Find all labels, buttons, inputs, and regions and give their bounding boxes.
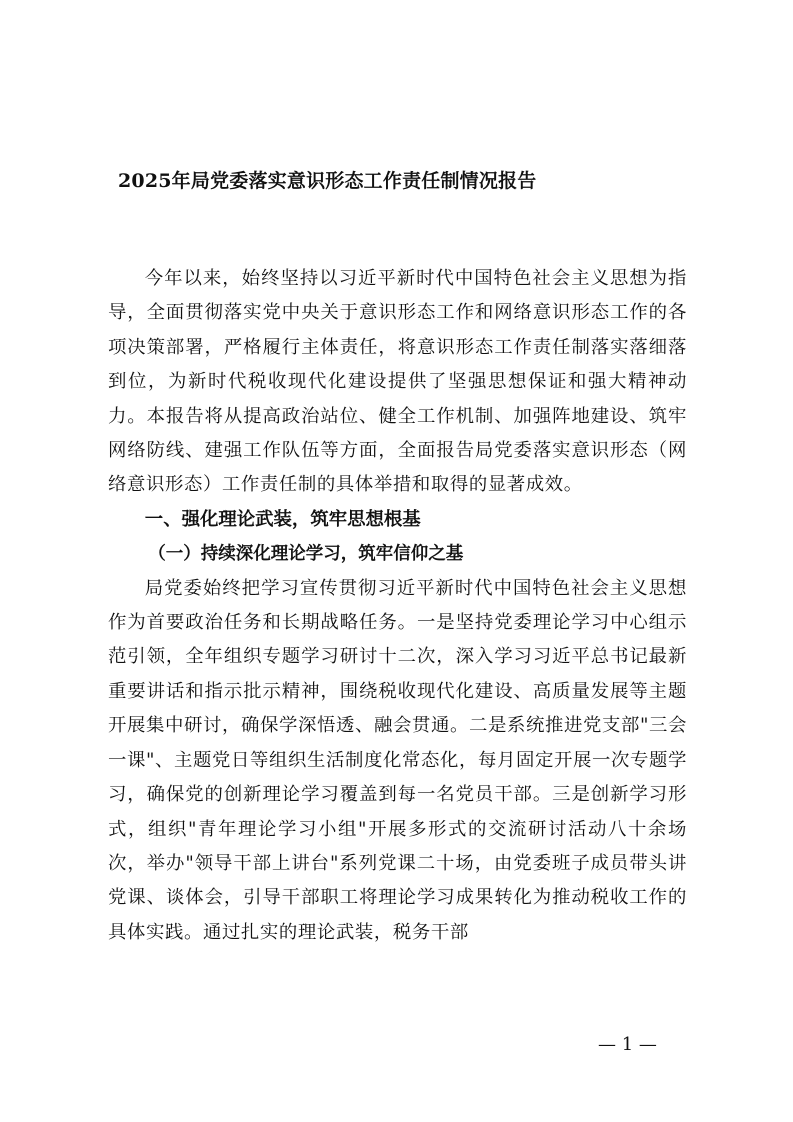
section-paragraph: 局党委始终把学习宣传贯彻习近平新时代中国特色社会主义思想作为首要政治任务和长期战略任务。一是坚持党委理论学习中心组示范引领，全年组织专题学习研讨十二次，深入学习习近平总书记最新重要讲话和指示批示精神，围绕税收现代化建设、高质量发展等主题开展集中研讨，确保学深悟透、融会贯通。二是系统推进党支部"三会一课"、主题党日等组织生活制度化常态化，每月固定开展一次专题学习，确保党的创新理论学习覆盖到每一名党员干部。三是创新学习形式，组织"青年理论学习小组"开展多形式的交流研讨活动八十余场次，举办"领导干部上讲台"系列党课二十场，由党委班子成员带头讲党课、谈体会，引导干部职工将理论学习成果转化为推动税收工作的具体实践。通过扎实的理论武装，税务干部	[108, 577, 687, 943]
subsection-heading: （一）持续深化理论学习，筑牢信仰之基	[148, 544, 464, 565]
page-number: — 1 —	[598, 1034, 657, 1055]
intro-paragraph: 今年以来，始终坚持以习近平新时代中国特色社会主义思想为指导，全面贯彻落实党中央关于意识形态工作和网络意识形态工作的各项决策部署，严格履行主体责任，将意识形态工作责任制落实落细落到位，为新时代税收现代化建设提供了坚强思想保证和强大精神动力。本报告将从提高政治站位、健全工作机制、加强阵地建设、筑牢网络防线、建强工作队伍等方面，全面报告局党委落实意识形态（网络意识形态）工作责任制的具体举措和取得的显著成效。	[108, 268, 687, 496]
document-body	[108, 262, 687, 950]
section-heading: 一、强化理论武装，筑牢思想根基	[144, 508, 421, 530]
document-title: 2025年局党委落实意识形态工作责任制情况报告	[118, 170, 537, 192]
